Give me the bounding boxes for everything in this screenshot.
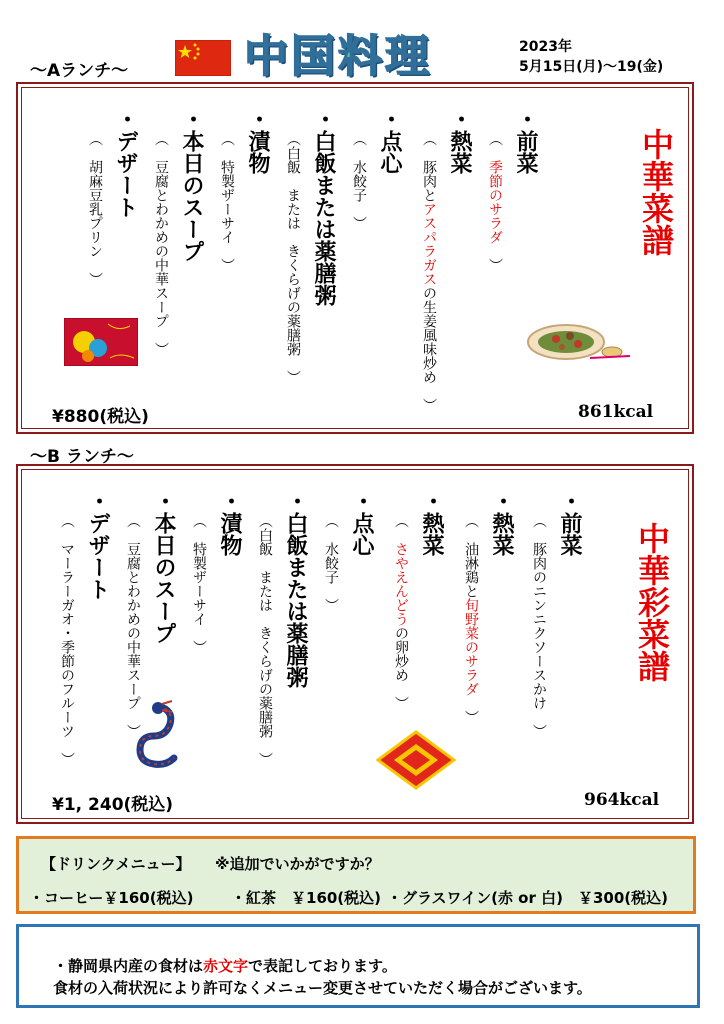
notice-red-text: 赤文字: [203, 957, 249, 975]
lunch-b-menu-item: [257, 490, 308, 766]
lunch-b-menu-item: [393, 490, 444, 710]
notice-line-1: [53, 955, 397, 976]
menu-item-title: ・白飯または薬膳粥: [311, 108, 336, 306]
fu-charm-icon: [376, 730, 456, 790]
menu-item-desc: [192, 514, 206, 654]
desc-text: ）: [487, 244, 503, 272]
year-text: 2023年: [519, 39, 572, 55]
menu-item-desc: [154, 132, 168, 356]
lunch-b-menu-name: 中華彩菜譜: [633, 522, 671, 682]
menu-item-title: ・熱菜: [489, 490, 514, 556]
menu-item-title: ・漬物: [217, 490, 242, 556]
desc-text: （ 水餃子 ）: [323, 514, 339, 612]
desc-text: （ マーラーガオ・季節のフルーツ ）: [59, 514, 75, 766]
notice-box: [16, 924, 700, 1008]
lunch-b-label: ～B ランチ～: [30, 447, 134, 467]
lunch-b-menu-item: [463, 490, 514, 724]
desc-text: （: [487, 132, 503, 160]
desc-text: （ 豆腐とわかめの中華スープ ）: [153, 132, 169, 356]
menu-item-title: ・前菜: [513, 108, 538, 174]
menu-item-desc: [488, 132, 502, 272]
menu-item-title: ・前菜: [557, 490, 582, 556]
china-flag-icon: [175, 40, 231, 76]
lunch-a-menu-item: [219, 108, 270, 272]
lunch-a-menu-item: [487, 108, 538, 272]
menu-item-title: ・熱菜: [447, 108, 472, 174]
menu-item-title: ・点心: [377, 108, 402, 174]
lunch-a-menu-item: [153, 108, 204, 356]
desc-text: （ 特製ザーサイ ）: [191, 514, 207, 654]
desc-text: の生姜風味炒め ）: [421, 286, 437, 412]
desc-text: （ 豚肉のニンニクソースかけ ）: [531, 514, 547, 738]
menu-item-title: ・漬物: [245, 108, 270, 174]
lunch-b-kcal: 964kcal: [584, 790, 660, 810]
menu-item-title: ・本日のスープ: [151, 490, 176, 644]
dragon-icon: [128, 700, 192, 770]
local-ingredient-text: アスパラガス: [421, 202, 437, 286]
date-range: 5月15日(月)～19(金): [519, 59, 664, 75]
lunch-a-menu-name: 中華菜譜: [637, 128, 675, 256]
menu-item-title: ・点心: [349, 490, 374, 556]
desc-text: （ 胡麻豆乳プリン ）: [87, 132, 103, 286]
drink-menu-note: ※追加でいかがですか？: [215, 855, 380, 873]
lunch-a-kcal: 861kcal: [578, 402, 654, 422]
lunch-b-menu-item: [191, 490, 242, 654]
desc-text: （ 豚肉と: [421, 132, 437, 202]
menu-item-title: ・デザート: [113, 108, 138, 218]
lunch-b-menu-item: [323, 490, 374, 612]
lunch-b-menu-item: [125, 490, 176, 738]
menu-item-desc: [394, 514, 408, 710]
menu-item-desc: [88, 132, 102, 286]
drink-menu-box: [16, 836, 696, 914]
drink-menu-header: 【ドリンクメニュー】: [41, 855, 191, 873]
drink-item-tea: ・紅茶 ￥160(税込): [231, 889, 382, 907]
lunch-b-menu-item: [531, 490, 582, 738]
lunch-a-menu-item: [421, 108, 472, 412]
lunch-a-price: ¥880(税込): [52, 407, 149, 427]
menu-item-title: ・デザート: [85, 490, 110, 600]
page-title: 中国料理: [244, 31, 432, 82]
drink-item-coffee: ・コーヒー￥160(税込): [29, 889, 194, 907]
lunch-a-menu-item: [285, 108, 336, 384]
lunch-b-menu-item: [59, 490, 110, 766]
desc-text: （白飯 または きくらげの薬膳粥 ）: [285, 132, 301, 384]
desc-text: （ 豆腐とわかめの中華スープ ）: [125, 514, 141, 738]
desc-text: （ 水餃子 ）: [351, 132, 367, 230]
dish-icon: [520, 322, 632, 364]
drink-item-wine: ・グラスワイン(赤 or 白) ￥300(税込): [387, 889, 668, 907]
menu-item-desc: [258, 514, 272, 766]
desc-text: （ 油淋鶏と: [463, 514, 479, 598]
menu-item-desc: [60, 514, 74, 766]
lunch-b-price: ¥1, 240(税込): [52, 795, 174, 815]
notice-text: で表記しております。: [248, 957, 397, 975]
menu-item-desc: [220, 132, 234, 272]
lanterns-icon: [64, 318, 138, 366]
desc-text: （ 特製ザーサイ ）: [219, 132, 235, 272]
menu-item-desc: [352, 132, 366, 230]
desc-text: の卵炒め ）: [393, 626, 409, 710]
notice-text: ・静岡県内産の食材は: [53, 957, 204, 975]
menu-item-title: ・熱菜: [419, 490, 444, 556]
menu-item-desc: [464, 514, 478, 724]
notice-line-2: 食材の入荷状況により許可なくメニュー変更させていただく場合がございます。: [53, 979, 592, 997]
desc-text: （: [393, 514, 409, 542]
lunch-a-menu-item: [351, 108, 402, 230]
menu-item-desc: [422, 132, 436, 412]
local-ingredient-text: 旬野菜のサラダ: [463, 598, 479, 696]
lunch-a-label: ～Aランチ～: [30, 61, 129, 81]
menu-item-title: ・白飯または薬膳粥: [283, 490, 308, 688]
desc-text: ）: [463, 696, 479, 724]
desc-text: （白飯 または きくらげの薬膳粥 ）: [257, 514, 273, 766]
local-ingredient-text: さやえんどう: [393, 542, 409, 626]
local-ingredient-text: 季節のサラダ: [487, 160, 503, 244]
menu-item-title: ・本日のスープ: [179, 108, 204, 262]
lunch-a-menu-item: [87, 108, 138, 286]
menu-item-desc: [324, 514, 338, 612]
menu-item-desc: [286, 132, 300, 384]
menu-item-desc: [532, 514, 546, 738]
